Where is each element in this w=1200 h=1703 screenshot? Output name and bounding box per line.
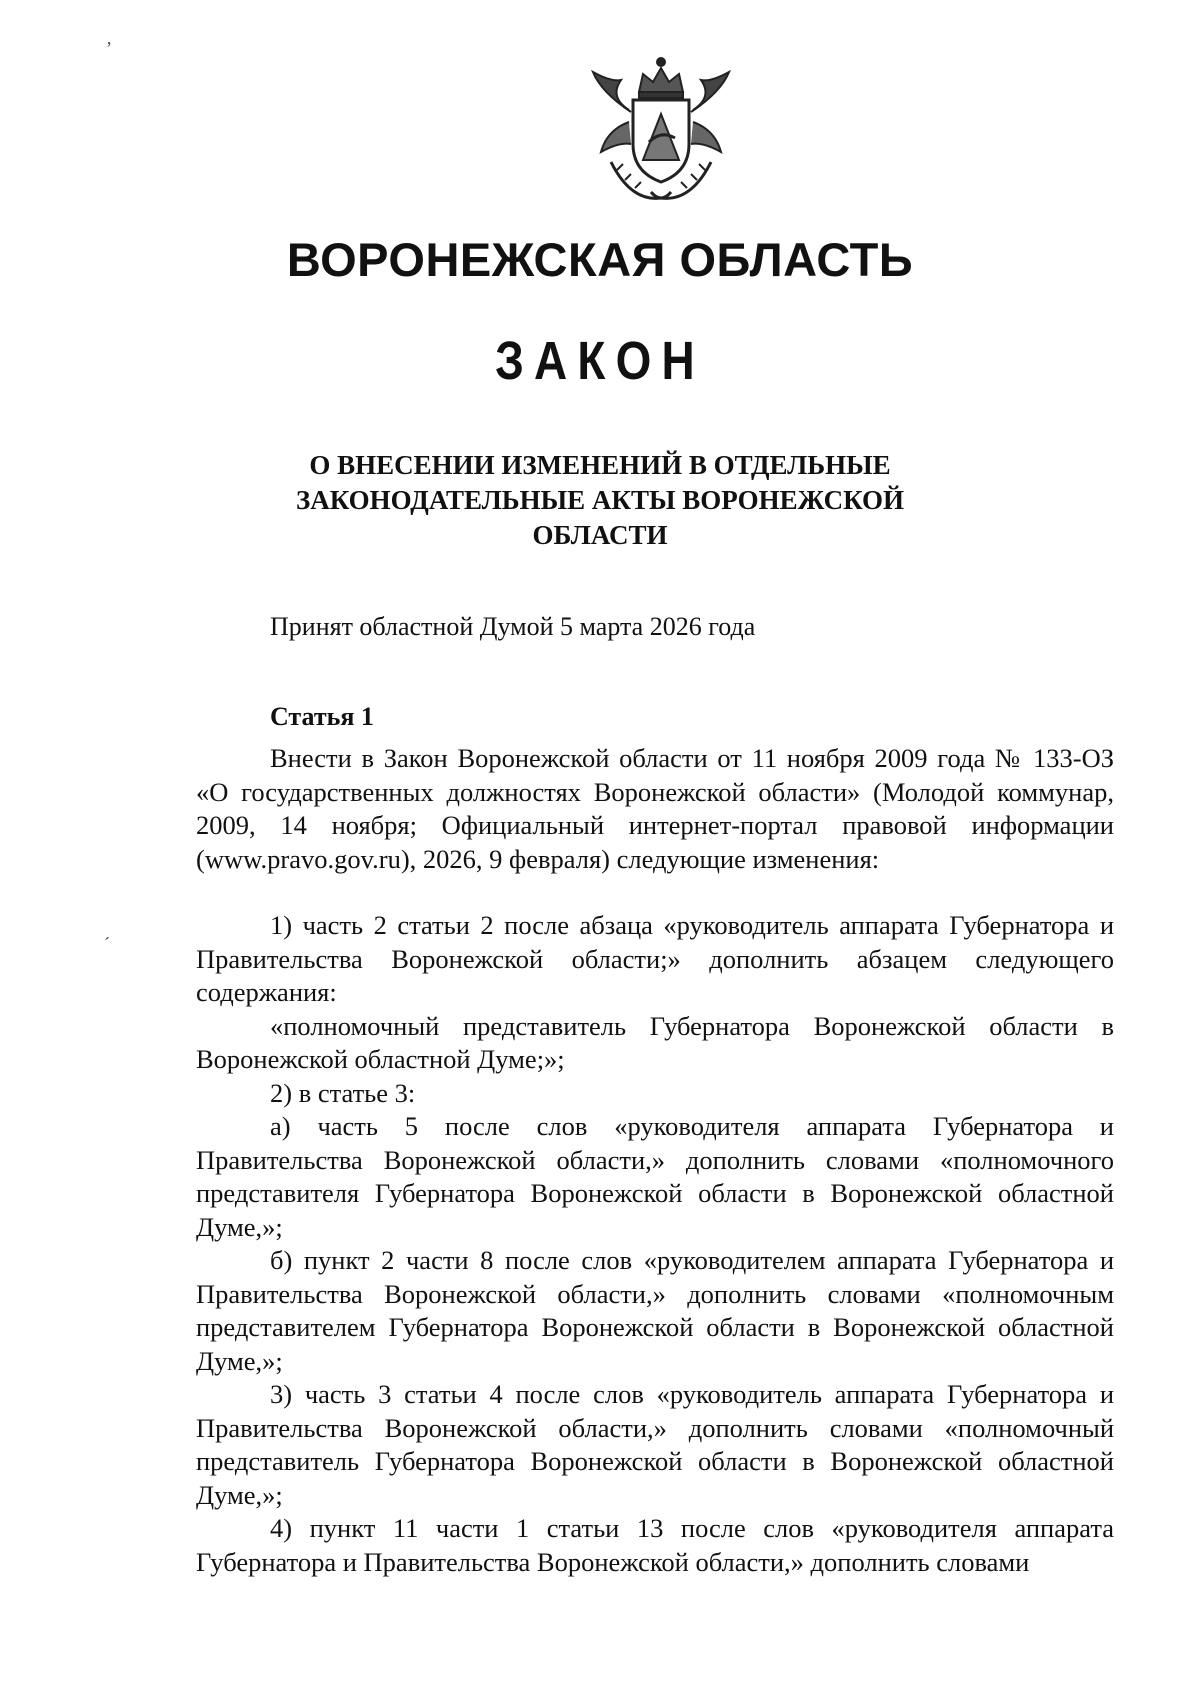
paragraph: 2) в статье 3: [270,1077,416,1108]
article-heading: Статья 1 [270,702,374,731]
document-type-heading: ЗАКОН [495,331,705,391]
region-heading: ВОРОНЕЖСКАЯ ОБЛАСТЬ [286,233,914,286]
paragraph: а) часть 5 после слов «руководителя аппарата Губернатора и Правительства Воронежской области,» дополнить словами «полномочного представителя Губернатора Воронежской области в Воронежской областной Думе,»; [196,1111,1114,1242]
paragraph: «полномочный представитель Губернатора Воронежской области в Воронежской областной Думе;»; [196,1010,1114,1074]
law-title [260,448,940,553]
scan-speck: ˊ [104,934,110,954]
paragraph: 1) часть 2 статьи 2 после абзаца «руководитель аппарата Губернатора и Правительства Воронежской области;» дополнить абзацем следующего содержания: [196,910,1114,1007]
paragraph: б) пункт 2 части 8 после слов «руководителем аппарата Губернатора и Правительства Воронежской области,» дополнить словами «полномочным представителем Губернатора Воронежской области в Воронежской областной Думе,»; [196,1245,1114,1376]
article-body [196,742,1114,1579]
adoption-note: Принят областной Думой 5 марта 2026 года [270,612,756,641]
law-title-line: ОБЛАСТИ [532,520,668,550]
scan-speck: ʼ [106,38,112,58]
paragraph: Внести в Закон Воронежской области от 11 ноября 2009 года № 133-ОЗ «О государственных должностях Воронежской области» (Молодой коммунар, 2009, 14 ноября; Официальный интернет-портал правовой информации (www.pravo.gov.ru), 2026, 9 февраля) следующие изменения: [196,743,1114,874]
paragraph: 3) часть 3 статьи 4 после слов «руководитель аппарата Губернатора и Правительства Воронежской области,» дополнить словами «полномочный представитель Губернатора Воронежской области в Воронежской областной Думе,»; [196,1379,1114,1510]
law-title-line: О ВНЕСЕНИИ ИЗМЕНЕНИЙ В ОТДЕЛЬНЫЕ [309,450,891,480]
law-title-line: ЗАКОНОДАТЕЛЬНЫЕ АКТЫ ВОРОНЕЖСКОЙ [295,485,905,515]
coat-of-arms-icon [571,52,751,207]
paragraph: 4) пункт 11 части 1 статьи 13 после слов «руководителя аппарата Губернатора и Правительства Воронежской области,» дополнить словами [196,1513,1114,1577]
